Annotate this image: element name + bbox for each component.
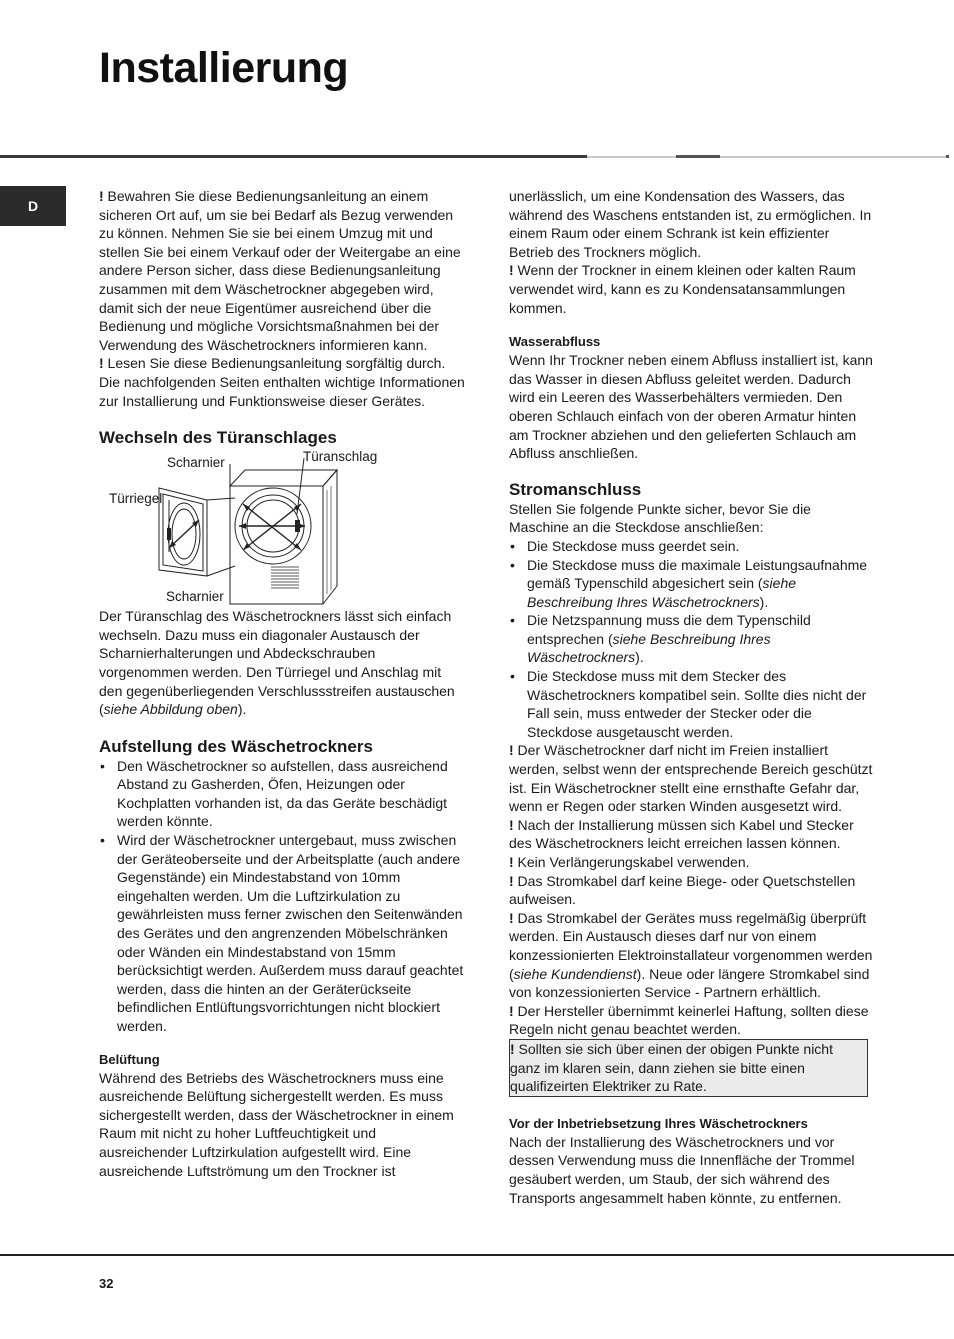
door-reversal-figure [99, 448, 467, 607]
figure-reference: siehe Abbildung oben [103, 701, 238, 718]
note-text: Wenn der Trockner in einem kleinen oder kalten Raum verwendet wird, kann es zu Kondensatansammlungen kommen. [509, 262, 856, 316]
header-rule-segment [946, 155, 949, 158]
note-text: Kein Verlängerungskabel verwenden. [513, 854, 750, 870]
note-text: Das Stromkabel darf keine Biege- oder Quetschstellen aufweisen. [509, 872, 856, 908]
warning-mark: ! [509, 1002, 514, 1019]
item-text: Die Steckdose muss geerdet sein. [527, 537, 740, 554]
warning-mark: ! [509, 909, 514, 926]
warning-mark: ! [510, 1040, 515, 1057]
page-title: Installierung [99, 44, 349, 92]
list-item: • Wird der Wäschetrockner untergebaut, muss zwischen der Geräteoberseite und der Arbeitsplatte (auch andere Gegenstände) ein Mindestabstand von 10mm eingehalten werden. Um die Luftzirkulation zu gewährleisten muss ferner zwischen den Seitenwänden des Gerätes und den angrenzenden Möbelschränken oder Wänden ein Mindestabstand von 15mm berücksichtigt werden. Außerdem muss darauf geachtet werden, dass die hinten an der Geräterückseite befindlichen Entlüftungsvorrichtungen nicht blockiert werden. [99, 831, 467, 1036]
warning-note [509, 853, 873, 872]
warning-mark: ! [99, 355, 104, 372]
cable-warning [509, 909, 873, 1002]
footer-rule [0, 1254, 954, 1256]
item-text: Die Steckdose muss mit dem Stecker des Wäschetrockners kompatibel sein. Sollte dies nicht der Fall sein, muss entweder der Stecker oder die Steckdose ausgetauscht werden. [527, 668, 867, 740]
warning-note [509, 872, 873, 909]
boxed-note [509, 1039, 868, 1097]
dryer-door-illustration [99, 448, 467, 607]
page-number: 32 [99, 1276, 114, 1291]
power-heading: Stromanschluss [509, 479, 642, 499]
list-item [509, 611, 873, 667]
intro-paragraph [99, 354, 467, 410]
header-rule [0, 155, 587, 158]
header-rule-segment [720, 156, 946, 158]
vent-text: Während des Betriebs des Wäschetrockners muss eine ausreichende Belüftung sichergestellt werden. Es muss sichergestellt werden, dass der Wäschetrockner in einem Raum mit nicht zu hoher Luftfeuchtigkeit und ausreichender Luftzirkulation aufgestellt wird. Eine ausreichende Luftströmung um den Trockner ist [99, 1069, 454, 1179]
note-text: Sollten sie sich über einen der obigen Punkte nicht ganz im klaren sein, dann ziehen sie bitte einen qualifizeirten Elektriker zu Rate. [510, 1040, 833, 1095]
warning-note [509, 816, 873, 853]
language-tab: D [0, 186, 66, 226]
list-item [509, 537, 873, 556]
list-item [509, 667, 873, 741]
drain-heading: Wasserabfluss [509, 334, 601, 350]
note-text: Der Wäschetrockner darf nicht im Freien installiert werden, selbst wenn der entsprechende Bereich geschützt ist. Ein Wäschetrockner stellt eine ernsthafte Gefahr dar, wenn er Regen oder starken Winden ausgesetzt wird. [509, 742, 873, 815]
note-text: Das Stromkabel der Gerätes muss regelmäßig überprüft werden. Ein Austausch dieses darf nur von einem konzessionierten Elektroinstallateur vorgenommen werden ( [509, 909, 873, 982]
intro-paragraph [99, 187, 467, 354]
intro-text: Bewahren Sie diese Bedienungsanleitung an einem sicheren Ort auf, um sie bei Bedarf als Bezug verwenden zu können. Nehmen Sie sie bei einem Umzug mit und stellen Sie bei einem Verkauf oder der Weitergabe an eine andere Person sicher, dass diese Bedienungsanleitung zusammen mit dem Wäschetrockner abgegeben wird, damit sich der neue Eigentümer ausreichend über die Bedienung und mögliche Vorsichtsmaßnahmen bei der Verwendung des Wäschetrockners informieren kann. [99, 188, 461, 353]
label-hinge-top: Scharnier [167, 455, 225, 471]
label-hinge-bottom: Scharnier [166, 589, 224, 605]
header-rule-segment [676, 155, 720, 158]
warning-mark: ! [509, 872, 514, 889]
door-heading: Wechseln des Türanschlages [99, 428, 337, 448]
power-intro: Stellen Sie folgende Punkte sicher, bevor Sie die Maschine an die Steckdose anschließen: [509, 500, 811, 536]
door-text [99, 607, 467, 719]
first-use-text: Nach der Installierung des Wäschetrockners und vor dessen Verwendung muss die Innenfläche der Trommel gesäubert werden, um Staub, der sich während des Transports angesammelt haben könnte, zu entfernen. [509, 1133, 855, 1206]
item-text: Die Steckdose muss die maximale Leistungsaufnahme gemäß Typenschild abgesichert sein ( [527, 556, 868, 592]
vent-continued: unerlässlich, um eine Kondensation des Wassers, das während des Waschens entstanden ist, zu ermöglichen. In einem Raum oder einem Schrank ist kein effizienter Betrieb des Trockners möglich. [509, 188, 872, 260]
left-column [99, 187, 467, 1180]
cold-room-note [509, 261, 873, 317]
first-use-heading: Vor der Inbetriebsetzung Ihres Wäschetrockners [509, 1115, 808, 1131]
door-text-end: ). [237, 701, 247, 718]
setup-heading: Aufstellung des Wäschetrockners [99, 736, 373, 756]
reference: siehe Beschreibung Ihres Wäschetrockners [527, 575, 797, 610]
note-text-end: ). Neue oder längere Stromkabel sind von konzessionierten Service - Partnern erhältlich. [509, 965, 870, 1001]
door-text-body: Der Türanschlag des Wäschetrockners lässt sich einfach wechseln. Dazu muss ein diagonaler Austausch der Scharnierhalterungen und Abdeckschrauben vorgenommen werden. Den Türriegel und Anschlag mit den gegenüberliegenden Verschlussstreifen austauschen ( [99, 608, 455, 718]
warning-mark: ! [509, 742, 514, 759]
setup-list [99, 757, 467, 1036]
note-text: Nach der Installierung müssen sich Kabel und Stecker des Wäschetrockners leicht erreichen lassen können. [509, 816, 854, 852]
reference: siehe Kundendienst [513, 965, 637, 982]
power-list [509, 537, 873, 742]
list-item [509, 556, 873, 612]
item-text-end: ). [759, 593, 769, 610]
warning-mark: ! [509, 816, 514, 833]
header-rule-segment [587, 156, 676, 158]
right-column [509, 187, 873, 1207]
liability-note [509, 1002, 873, 1039]
vent-heading: Belüftung [99, 1051, 160, 1067]
label-latch: Türriegel [109, 491, 163, 507]
item-text-end: ). [635, 649, 644, 666]
note-text: Der Hersteller übernimmt keinerlei Haftung, sollten diese Regeln nicht genau beachtet werden. [509, 1002, 869, 1038]
intro-text: Lesen Sie diese Bedienungsanleitung sorgfältig durch. Die nachfolgenden Seiten enthalten wichtige Informationen zur Installierung und Funktionsweise dieser Gerätes. [99, 355, 465, 409]
reference: siehe Beschreibung Ihres Wäschetrockners [527, 630, 771, 666]
warning-mark: ! [509, 854, 514, 870]
warning-mark: ! [99, 188, 104, 204]
warning-mark: ! [509, 262, 514, 279]
item-text: Die Netzspannung muss die dem Typenschild entsprechen ( [527, 612, 811, 647]
label-door-stop: Türanschlag [303, 449, 378, 465]
list-item: • Den Wäschetrockner so aufstellen, dass ausreichend Abstand zu Gasherden, Öfen, Heizungen oder Kochplatten vorhanden ist, da das Geräte beschädigt werden könnte. [99, 757, 467, 831]
drain-text: Wenn Ihr Trockner neben einem Abfluss installiert ist, kann das Wasser in diesen Abfluss geleitet werden. Dadurch wird ein Leeren des Wasserbehälters vermieden. Den oberen Schlauch einfach von der oberen Armatur hinten am Trockner abziehen und den gelieferten Schlauch am Abfluss anschließen. [509, 352, 873, 462]
warning-note [509, 741, 873, 815]
